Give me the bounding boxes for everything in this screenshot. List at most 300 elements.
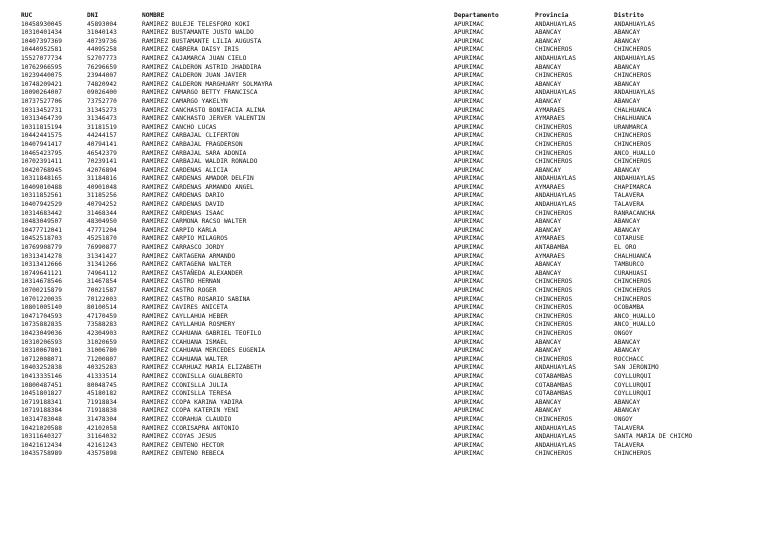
cell-provincia: CHINCHEROS: [535, 149, 573, 157]
cell-nombre: RAMIREZ CARDENAS ARMANDO ANGEL: [142, 183, 254, 191]
cell-nombre: RAMIREZ CAMARGO YAKELYN: [142, 97, 228, 105]
cell-provincia: CHINCHEROS: [535, 140, 573, 148]
cell-departamento: APURIMAC: [454, 235, 484, 243]
cell-distrito: TALAVERA: [614, 424, 644, 432]
cell-departamento: APURIMAC: [454, 54, 484, 62]
cell-dni: 47170459: [87, 312, 117, 320]
cell-nombre: RAMIREZ CARBAJAL CLIFERTON: [142, 132, 239, 140]
cell-ruc: 10762966595: [21, 63, 62, 71]
cell-distrito: ANDAHUAYLAS: [614, 20, 655, 28]
cell-nombre: RAMIREZ CANCHASTO JERVER VALENTIN: [142, 115, 265, 123]
table-row: [0, 124, 768, 133]
cell-nombre: RAMIREZ CCAHUANA MERCEDES EUGENIA: [142, 347, 265, 355]
cell-departamento: APURIMAC: [454, 433, 484, 441]
table-row: [0, 253, 768, 262]
cell-distrito: ONGOY: [614, 329, 633, 337]
cell-distrito: ABANCAY: [614, 63, 641, 71]
cell-ruc: 10801005140: [21, 304, 62, 312]
table-row: [0, 347, 768, 356]
table-row: [0, 192, 768, 201]
cell-provincia: ABANCAY: [535, 347, 562, 355]
cell-ruc: 10420768945: [21, 166, 62, 174]
cell-provincia: COTABAMBAS: [535, 390, 573, 398]
cell-ruc: 10310067801: [21, 347, 62, 355]
table-row: [0, 81, 768, 90]
cell-ruc: 10435758989: [21, 450, 62, 458]
cell-provincia: ANDAHUAYLAS: [535, 441, 576, 449]
cell-provincia: ANDAHUAYLAS: [535, 89, 576, 97]
cell-provincia: CHINCHEROS: [535, 355, 573, 363]
cell-dni: 31040143: [87, 29, 117, 37]
cell-distrito: COTARUSE: [614, 235, 644, 243]
table-row: [0, 407, 768, 416]
cell-ruc: 10712008071: [21, 355, 62, 363]
cell-dni: 73588283: [87, 321, 117, 329]
cell-provincia: COTABAMBAS: [535, 372, 573, 380]
cell-provincia: ANDAHUAYLAS: [535, 54, 576, 62]
cell-provincia: ANDAHUAYLAS: [535, 424, 576, 432]
cell-departamento: APURIMAC: [454, 183, 484, 191]
cell-distrito: ABANCAY: [614, 398, 641, 406]
cell-departamento: APURIMAC: [454, 29, 484, 37]
table-row: [0, 313, 768, 322]
cell-dni: 71200807: [87, 355, 117, 363]
cell-distrito: ANCO_HUALLO: [614, 312, 655, 320]
table-row: [0, 89, 768, 98]
cell-ruc: 10314683442: [21, 209, 62, 217]
table-row: [0, 141, 768, 150]
cell-nombre: RAMIREZ CANCHO LUCAS: [142, 123, 217, 131]
cell-nombre: RAMIREZ CCAHUANA WALTER: [142, 355, 228, 363]
table-row: [0, 227, 768, 236]
cell-provincia: CHINCHEROS: [535, 329, 573, 337]
cell-distrito: COYLLURQUI: [614, 372, 652, 380]
cell-provincia: CHINCHEROS: [535, 72, 573, 80]
cell-nombre: RAMIREZ CAJAMARCA JUAN CIELO: [142, 54, 247, 62]
cell-provincia: CHINCHEROS: [535, 46, 573, 54]
table-row: [0, 201, 768, 210]
cell-provincia: ABANCAY: [535, 398, 562, 406]
cell-dni: 31184816: [87, 175, 117, 183]
cell-provincia: ABANCAY: [535, 37, 562, 45]
cell-dni: 80048745: [87, 381, 117, 389]
cell-departamento: APURIMAC: [454, 115, 484, 123]
header-departamento: Departamento: [454, 12, 499, 19]
cell-departamento: APURIMAC: [454, 287, 484, 294]
cell-dni: 73752770: [87, 97, 117, 105]
cell-dni: 44095258: [87, 46, 117, 54]
cell-departamento: APURIMAC: [454, 166, 484, 174]
cell-ruc: 10483049507: [21, 218, 62, 226]
cell-provincia: AYMARAES: [535, 106, 565, 114]
cell-nombre: RAMIREZ CASTRO ROSARIO SABINA: [142, 295, 251, 303]
cell-distrito: CHALHUANCA: [614, 106, 652, 114]
cell-ruc: 10409010488: [21, 183, 62, 191]
cell-distrito: TAMBURCO: [614, 261, 644, 269]
cell-distrito: ABANCAY: [614, 97, 641, 105]
cell-nombre: RAMIREZ CENTENO HECTOR: [142, 441, 224, 449]
cell-dni: 31467854: [87, 278, 117, 286]
cell-ruc: 10413335146: [21, 372, 62, 380]
cell-dni: 42161243: [87, 441, 117, 449]
table-row: [0, 442, 768, 451]
cell-distrito: ABANCAY: [614, 37, 641, 45]
table-row: [0, 21, 768, 30]
cell-dni: 23944007: [87, 72, 117, 80]
cell-departamento: APURIMAC: [454, 278, 484, 286]
cell-nombre: RAMIREZ CCAHUANA GABRIEL TEOFILO: [142, 329, 262, 337]
cell-ruc: 10719188384: [21, 407, 62, 415]
table-row: [0, 210, 768, 219]
cell-departamento: APURIMAC: [454, 226, 484, 234]
table-row: [0, 150, 768, 159]
cell-provincia: COTABAMBAS: [535, 381, 573, 389]
table-header: [0, 12, 768, 21]
cell-provincia: CHINCHEROS: [535, 304, 573, 312]
cell-ruc: 10313464739: [21, 115, 62, 123]
cell-provincia: CHINCHEROS: [535, 321, 573, 329]
cell-ruc: 10407942529: [21, 201, 62, 209]
cell-dni: 43575898: [87, 450, 117, 458]
cell-departamento: APURIMAC: [454, 261, 484, 269]
cell-departamento: APURIMAC: [454, 175, 484, 183]
cell-distrito: TALAVERA: [614, 441, 644, 449]
cell-departamento: APURIMAC: [454, 312, 484, 320]
table-row: [0, 132, 768, 141]
cell-provincia: ANTABAMBA: [535, 244, 569, 252]
cell-dni: 31345273: [87, 106, 117, 114]
cell-distrito: COYLLURQUI: [614, 390, 652, 398]
cell-provincia: CHINCHEROS: [535, 295, 573, 303]
cell-nombre: RAMIREZ CASTRO HERNAN: [142, 278, 221, 286]
cell-distrito: CHALHUANCA: [614, 252, 652, 260]
cell-departamento: APURIMAC: [454, 192, 484, 200]
cell-departamento: APURIMAC: [454, 252, 484, 260]
cell-nombre: RAMIREZ CALDERON MARGHUARY SOLMAYRA: [142, 80, 273, 88]
table-row: [0, 425, 768, 434]
cell-nombre: RAMIREZ CCORISAPRA ANTONIO: [142, 424, 239, 432]
cell-nombre: RAMIREZ BULEJE TELESFORO KOKI: [142, 20, 251, 28]
cell-dni: 76990877: [87, 244, 117, 252]
table-row: [0, 107, 768, 116]
cell-dni: 40794252: [87, 201, 117, 209]
cell-distrito: CHINCHEROS: [614, 46, 652, 54]
cell-ruc: 10403252838: [21, 364, 62, 372]
cell-nombre: RAMIREZ CAYLLAHUA HEBER: [142, 312, 228, 320]
cell-distrito: ANDAHUAYLAS: [614, 175, 655, 183]
cell-departamento: APURIMAC: [454, 63, 484, 71]
cell-distrito: CHINCHEROS: [614, 278, 652, 286]
cell-distrito: ANDAHUAYLAS: [614, 89, 655, 97]
cell-ruc: 10311848165: [21, 175, 62, 183]
cell-ruc: 10800487451: [21, 381, 62, 389]
cell-nombre: RAMIREZ CCOPA KATERIN YENI: [142, 407, 239, 415]
cell-provincia: ABANCAY: [535, 63, 562, 71]
cell-nombre: RAMIREZ CARPIO KARLA: [142, 226, 217, 234]
cell-distrito: COYLLURQUI: [614, 381, 652, 389]
cell-departamento: APURIMAC: [454, 372, 484, 380]
cell-nombre: RAMIREZ CENTENO REBECA: [142, 450, 224, 458]
cell-ruc: 10310206593: [21, 338, 62, 346]
cell-distrito: ABANCAY: [614, 226, 641, 234]
cell-nombre: RAMIREZ CARDENAS DARIO: [142, 192, 224, 200]
cell-distrito: ANCO_HUALLO: [614, 321, 655, 329]
cell-ruc: 10749641121: [21, 269, 62, 277]
cell-distrito: URANMARCA: [614, 123, 648, 131]
cell-dni: 46542379: [87, 149, 117, 157]
cell-departamento: APURIMAC: [454, 450, 484, 458]
cell-dni: 31164032: [87, 433, 117, 441]
cell-ruc: 10407397369: [21, 37, 62, 45]
cell-nombre: RAMIREZ CALDERON ASTRID JHADDIRA: [142, 63, 262, 71]
cell-departamento: APURIMAC: [454, 80, 484, 88]
cell-ruc: 10311815194: [21, 123, 62, 131]
cell-dni: 40794141: [87, 140, 117, 148]
table-row: [0, 98, 768, 107]
cell-provincia: ABANCAY: [535, 29, 562, 37]
table-row: [0, 64, 768, 73]
cell-ruc: 10458930045: [21, 20, 62, 28]
cell-departamento: APURIMAC: [454, 364, 484, 372]
cell-nombre: RAMIREZ CARBAJAL WALDIR RONALDO: [142, 158, 258, 166]
cell-departamento: APURIMAC: [454, 132, 484, 140]
cell-nombre: RAMIREZ CARDENAS DAVID: [142, 201, 224, 209]
table-row: [0, 278, 768, 287]
cell-dni: 76296659: [87, 63, 117, 71]
header-distrito: Distrito: [614, 12, 644, 19]
cell-ruc: 10311640327: [21, 433, 62, 441]
cell-ruc: 10313414278: [21, 252, 62, 260]
table-row: [0, 416, 768, 425]
cell-dni: 31185256: [87, 192, 117, 200]
cell-provincia: ABANCAY: [535, 218, 562, 226]
cell-dni: 42304903: [87, 329, 117, 337]
cell-distrito: ABANCAY: [614, 338, 641, 346]
cell-departamento: APURIMAC: [454, 355, 484, 363]
cell-nombre: RAMIREZ CARBAJAL FRAGDERSON: [142, 140, 243, 148]
cell-departamento: APURIMAC: [454, 149, 484, 157]
cell-ruc: 10311852561: [21, 192, 62, 200]
cell-ruc: 10465423795: [21, 149, 62, 157]
cell-ruc: 10719188341: [21, 398, 62, 406]
cell-distrito: CHALHUANCA: [614, 115, 652, 123]
cell-nombre: RAMIREZ CCOYAS JESUS: [142, 433, 217, 441]
cell-nombre: RAMIREZ CALDERON JUAN JAVIER: [142, 72, 247, 80]
cell-nombre: RAMIREZ CARTAGENA ARMANDO: [142, 252, 236, 260]
cell-distrito: CHINCHEROS: [614, 140, 652, 148]
cell-provincia: CHINCHEROS: [535, 123, 573, 131]
cell-departamento: APURIMAC: [454, 46, 484, 54]
cell-dni: 71918838: [87, 407, 117, 415]
cell-nombre: RAMIREZ CCONISLLA GUALBERTO: [142, 372, 243, 380]
cell-nombre: RAMIREZ CCONISLLA TERESA: [142, 390, 232, 398]
table-row: [0, 72, 768, 81]
table-row: [0, 382, 768, 391]
cell-dni: 71918834: [87, 398, 117, 406]
table-row: [0, 115, 768, 124]
cell-distrito: TALAVERA: [614, 201, 644, 209]
cell-nombre: RAMIREZ CASTRO ROGER: [142, 287, 217, 294]
header-nombre: NOMBRE: [142, 12, 165, 19]
cell-ruc: 10748209421: [21, 80, 62, 88]
cell-ruc: 10700215879: [21, 287, 62, 294]
cell-distrito: CHINCHEROS: [614, 287, 652, 294]
cell-distrito: CHINCHEROS: [614, 158, 652, 166]
header-provincia: Provincia: [535, 12, 569, 19]
cell-distrito: ABANCAY: [614, 166, 641, 174]
table-row: [0, 38, 768, 47]
records-table: [0, 12, 768, 459]
cell-dni: 45251870: [87, 235, 117, 243]
cell-nombre: RAMIREZ CCONISLLA JULIA: [142, 381, 228, 389]
cell-distrito: ANCO_HUALLO: [614, 149, 655, 157]
table-row: [0, 244, 768, 253]
cell-provincia: ANDAHUAYLAS: [535, 201, 576, 209]
cell-ruc: 10314678546: [21, 278, 62, 286]
cell-ruc: 10769908779: [21, 244, 62, 252]
cell-provincia: ABANCAY: [535, 269, 562, 277]
cell-dni: 31181519: [87, 123, 117, 131]
cell-ruc: 10239440075: [21, 72, 62, 80]
cell-departamento: APURIMAC: [454, 407, 484, 415]
cell-nombre: RAMIREZ CCORAHUA CLAUDIO: [142, 415, 232, 423]
cell-nombre: RAMIREZ BUSTAMANTE JUSTO WALDO: [142, 29, 254, 37]
cell-dni: 31341427: [87, 252, 117, 260]
table-row: [0, 235, 768, 244]
table-row: [0, 218, 768, 227]
cell-ruc: 10421020588: [21, 424, 62, 432]
cell-dni: 31020659: [87, 338, 117, 346]
cell-dni: 74820942: [87, 80, 117, 88]
table-row: [0, 158, 768, 167]
table-row: [0, 330, 768, 339]
cell-distrito: CHINCHEROS: [614, 72, 652, 80]
cell-departamento: APURIMAC: [454, 158, 484, 166]
cell-distrito: ONGOY: [614, 415, 633, 423]
cell-distrito: ROCCHACC: [614, 355, 644, 363]
cell-provincia: CHINCHEROS: [535, 450, 573, 458]
cell-distrito: ABANCAY: [614, 80, 641, 88]
cell-provincia: CHINCHEROS: [535, 158, 573, 166]
cell-ruc: 10737527706: [21, 97, 62, 105]
cell-ruc: 10313452731: [21, 106, 62, 114]
cell-nombre: RAMIREZ CARDENAS ISAAC: [142, 209, 224, 217]
cell-distrito: EL ORO: [614, 244, 637, 252]
cell-distrito: ABANCAY: [614, 218, 641, 226]
cell-provincia: CHINCHEROS: [535, 209, 573, 217]
cell-dni: 40739736: [87, 37, 117, 45]
cell-departamento: APURIMAC: [454, 381, 484, 389]
cell-provincia: ABANCAY: [535, 338, 562, 346]
cell-distrito: OCOBAMBA: [614, 304, 644, 312]
cell-departamento: APURIMAC: [454, 338, 484, 346]
cell-provincia: ABANCAY: [535, 166, 562, 174]
cell-distrito: CURAHUASI: [614, 269, 648, 277]
cell-nombre: RAMIREZ CAMARGO BETTY FRANCISCA: [142, 89, 258, 97]
cell-dni: 42076894: [87, 166, 117, 174]
cell-dni: 80100514: [87, 304, 117, 312]
cell-dni: 31006780: [87, 347, 117, 355]
cell-departamento: APURIMAC: [454, 295, 484, 303]
cell-provincia: AYMARAES: [535, 235, 565, 243]
cell-distrito: ANDAHUAYLAS: [614, 54, 655, 62]
cell-ruc: 10090264007: [21, 89, 62, 97]
cell-dni: 74964112: [87, 269, 117, 277]
cell-ruc: 10407941417: [21, 140, 62, 148]
cell-distrito: ABANCAY: [614, 347, 641, 355]
cell-departamento: APURIMAC: [454, 329, 484, 337]
table-row: [0, 433, 768, 442]
cell-ruc: 10701220035: [21, 295, 62, 303]
cell-dni: 40901048: [87, 183, 117, 191]
cell-provincia: ANDAHUAYLAS: [535, 192, 576, 200]
cell-ruc: 10735882835: [21, 321, 62, 329]
cell-nombre: RAMIREZ CANCHASTO BONIFACIA ALINA: [142, 106, 265, 114]
cell-nombre: RAMIREZ CARDENAS ALICIA: [142, 166, 228, 174]
cell-distrito: CHINCHEROS: [614, 450, 652, 458]
table-row: [0, 46, 768, 55]
cell-departamento: APURIMAC: [454, 390, 484, 398]
cell-nombre: RAMIREZ CCOPA KARINA YADIRA: [142, 398, 243, 406]
cell-nombre: RAMIREZ CARTAGENA WALTER: [142, 261, 232, 269]
cell-ruc: 15527077734: [21, 54, 62, 62]
cell-distrito: RANRACANCHA: [614, 209, 655, 217]
table-row: [0, 287, 768, 296]
cell-dni: 44244157: [87, 132, 117, 140]
cell-distrito: SAN JERONIMO: [614, 364, 659, 372]
cell-departamento: APURIMAC: [454, 424, 484, 432]
cell-dni: 70021587: [87, 287, 117, 294]
cell-nombre: RAMIREZ CARBAJAL SARA ADONIA: [142, 149, 247, 157]
cell-departamento: APURIMAC: [454, 89, 484, 97]
cell-provincia: ANDAHUAYLAS: [535, 175, 576, 183]
cell-provincia: CHINCHEROS: [535, 415, 573, 423]
cell-ruc: 10423049036: [21, 329, 62, 337]
cell-departamento: APURIMAC: [454, 20, 484, 28]
cell-provincia: AYMARAES: [535, 115, 565, 123]
table-row: [0, 399, 768, 408]
cell-departamento: APURIMAC: [454, 123, 484, 131]
cell-dni: 45893004: [87, 20, 117, 28]
cell-nombre: RAMIREZ CCARHUAZ MARIA ELIZABETH: [142, 364, 262, 372]
cell-dni: 31478304: [87, 415, 117, 423]
cell-departamento: APURIMAC: [454, 97, 484, 105]
table-row: [0, 261, 768, 270]
cell-departamento: APURIMAC: [454, 347, 484, 355]
cell-distrito: TALAVERA: [614, 192, 644, 200]
cell-departamento: APURIMAC: [454, 398, 484, 406]
cell-ruc: 10314783048: [21, 415, 62, 423]
cell-departamento: APURIMAC: [454, 106, 484, 114]
cell-departamento: APURIMAC: [454, 304, 484, 312]
cell-dni: 70239141: [87, 158, 117, 166]
cell-provincia: ANDAHUAYLAS: [535, 20, 576, 28]
cell-departamento: APURIMAC: [454, 140, 484, 148]
table-row: [0, 364, 768, 373]
cell-dni: 47771204: [87, 226, 117, 234]
cell-dni: 48304950: [87, 218, 117, 226]
cell-departamento: APURIMAC: [454, 441, 484, 449]
cell-dni: 41333514: [87, 372, 117, 380]
table-row: [0, 296, 768, 305]
cell-ruc: 10702391411: [21, 158, 62, 166]
table-row: [0, 184, 768, 193]
cell-departamento: APURIMAC: [454, 72, 484, 80]
cell-dni: 31346473: [87, 115, 117, 123]
cell-distrito: CHAPIMARCA: [614, 183, 652, 191]
cell-ruc: 10471704593: [21, 312, 62, 320]
cell-nombre: RAMIREZ CAVIRES ANICETA: [142, 304, 228, 312]
